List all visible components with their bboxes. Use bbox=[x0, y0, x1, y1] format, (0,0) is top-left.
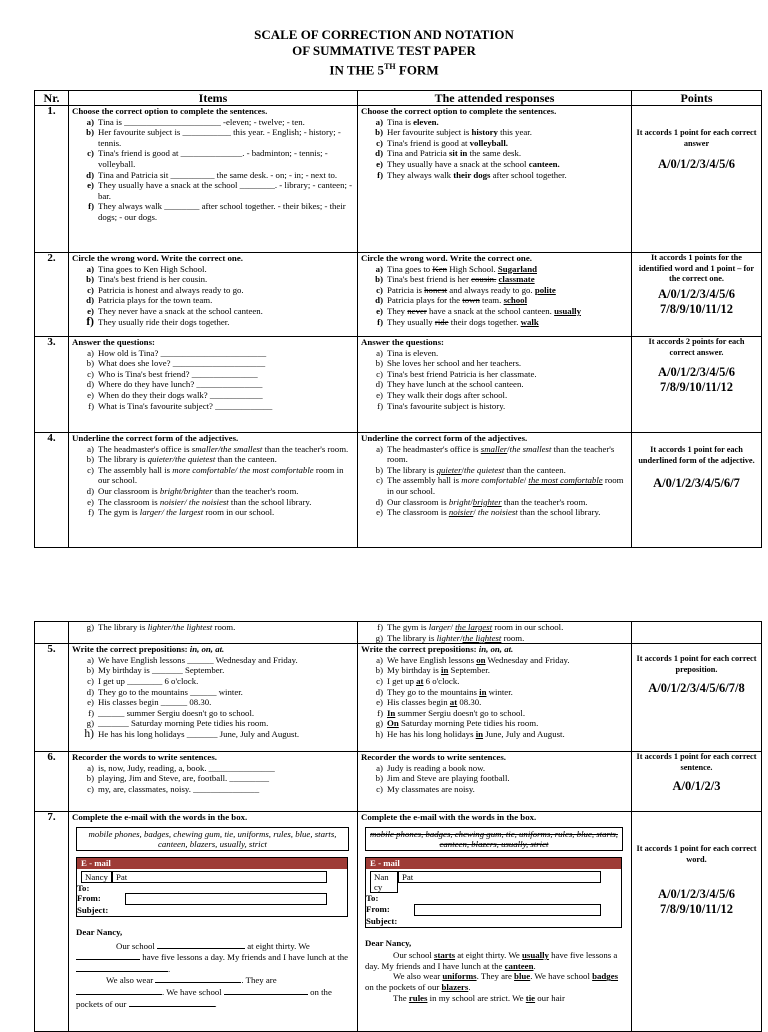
response-item: d) Our classroom is bright/brighter than the teacher's room. bbox=[375, 496, 588, 507]
list-item: c) Patricia is honest and always ready to go. bbox=[87, 284, 244, 295]
task-points bbox=[632, 812, 762, 1032]
email-greeting: Dear Nancy, bbox=[365, 937, 412, 948]
list-item: b) My birthday is _______ September. bbox=[86, 665, 225, 676]
task-items bbox=[69, 433, 358, 548]
task-row-2 bbox=[35, 253, 762, 337]
response-item: b) Her favourite subject is history this year. bbox=[375, 127, 532, 138]
response-item: f) The gym is larger/ the largest room in our school. bbox=[377, 622, 564, 632]
points-rule: It accords 1 point for each underlined form of the adjective. bbox=[638, 445, 755, 465]
list-item: d) Patricia plays for the town team. bbox=[86, 295, 213, 306]
to-name-box: Nancy bbox=[81, 871, 112, 883]
response-instruction: Underline the correct form of the adjectives. bbox=[361, 433, 528, 443]
subject-row: Subject: bbox=[366, 915, 398, 926]
to-name-box: Nan cy bbox=[370, 871, 398, 893]
list-item: b) The library is quieter/the quietest than the canteen. bbox=[86, 454, 277, 465]
task-items bbox=[69, 644, 358, 752]
list-item: e) When do they their dogs walk? ____________ bbox=[87, 389, 263, 400]
points-rule: It accords 1 point for each correct word. bbox=[636, 844, 757, 864]
doc-title-line-3: IN THE 5TH FORM bbox=[329, 62, 439, 78]
task-instruction: Answer the questions: bbox=[72, 337, 155, 347]
list-item: e) They never have a snack at the school canteen. bbox=[87, 305, 263, 316]
score-scale: A/0/1/2/3/4/5/6/7 bbox=[653, 476, 740, 491]
task-items bbox=[69, 106, 358, 253]
response-item: e) The classroom is noisier/ the noisiest than the school library. bbox=[376, 507, 601, 518]
response-item: c) Patricia is honest and always ready to go. polite bbox=[376, 284, 556, 295]
task-responses bbox=[358, 106, 632, 253]
task-items bbox=[69, 337, 358, 433]
task-instruction: Write the correct prepositions: in, on, at. bbox=[72, 644, 225, 655]
from-name-box: Pat bbox=[398, 871, 601, 883]
list-item: d) Where do they have lunch? _______________ bbox=[86, 379, 263, 390]
task-number: 3. bbox=[35, 337, 69, 433]
email-form-response bbox=[365, 857, 622, 928]
list-item: c) Who is Tina's best friend? _______________ bbox=[87, 368, 258, 379]
response-item: a) Tina is eleven. bbox=[375, 116, 439, 127]
list-item: a) How old is Tina? ________________________ bbox=[87, 347, 267, 358]
task-number: 7. bbox=[35, 812, 69, 1032]
task-row-5 bbox=[35, 644, 762, 752]
response-item: c) The assembly hall is more comfortable/ the most comfortable room in our school. bbox=[376, 475, 624, 496]
list-item: g) _______ Saturday morning Pete tidies his room. bbox=[86, 718, 269, 729]
list-item: a) We have English lessons ______ Wednesday and Friday. bbox=[87, 654, 298, 665]
response-item: d) They go to the mountains in winter. bbox=[375, 686, 513, 697]
response-item: b) My birthday is in September. bbox=[375, 665, 490, 676]
from-name-box: Pat bbox=[112, 871, 327, 883]
list-item: c) I get up ________ 6 o'clock. bbox=[87, 675, 199, 686]
task-responses bbox=[358, 812, 632, 1032]
list-item: e) His classes begin ______ 08.30. bbox=[87, 697, 212, 708]
email-header: E - mail bbox=[77, 858, 347, 869]
score-scale: A/0/1/2/3/4/5/6 bbox=[657, 157, 736, 172]
list-item: a) The headmaster's office is smaller/the smallest than the teacher's room. bbox=[87, 443, 349, 454]
header-responses: The attended responses bbox=[358, 91, 632, 106]
points-rule: It accords 1 point for each correct answer bbox=[636, 128, 757, 148]
response-item: c) Tina's best friend Patricia is her classmate. bbox=[376, 368, 537, 379]
email-greeting: Dear Nancy, bbox=[76, 926, 123, 937]
task-number: 1. bbox=[35, 106, 69, 253]
task-number: 2. bbox=[35, 253, 69, 337]
response-item: a) Judy is reading a book now. bbox=[376, 762, 486, 773]
response-item: e) His classes begin at 08.30. bbox=[376, 697, 482, 708]
email-header: E - mail bbox=[366, 858, 621, 869]
response-item: a) Tina is eleven. bbox=[376, 347, 439, 358]
response-item: d) Patricia plays for the town team. school bbox=[375, 295, 528, 306]
header-nr: Nr. bbox=[35, 91, 69, 106]
correction-table-page-2 bbox=[34, 621, 762, 1032]
task-number: 6. bbox=[35, 752, 69, 812]
list-item: d) Our classroom is bright/brighter than the teacher's room. bbox=[86, 485, 299, 496]
task-responses bbox=[358, 752, 632, 812]
list-item: c) The assembly hall is more comfortable/ the most comfortable room in our school. bbox=[87, 464, 344, 486]
list-item: b) Tina's best friend is her cousin. bbox=[86, 274, 208, 285]
score-scale: A/0/1/2/3 bbox=[672, 779, 721, 794]
response-item: a) Tina goes to Ken High School. Sugarland bbox=[375, 263, 537, 274]
response-item: g) On Saturday morning Pete tidies his room. bbox=[375, 718, 539, 729]
list-item: a) is, now, Judy, reading, a, book. _______________ bbox=[87, 762, 275, 773]
header-items: Items bbox=[69, 91, 358, 106]
list-item: h) He has his long holidays _______ June, July and August. bbox=[84, 727, 300, 740]
response-instruction: Answer the questions: bbox=[361, 337, 444, 347]
response-item: a) The headmaster's office is smaller/the smallest than the teacher's room. bbox=[376, 443, 615, 465]
task-points bbox=[632, 752, 762, 812]
response-instruction: Choose the correct option to complete the sentences. bbox=[361, 106, 557, 116]
task-points bbox=[632, 106, 762, 253]
task-instruction: Recorder the words to write sentences. bbox=[72, 752, 217, 763]
response-item: f) Tina's favourite subject is history. bbox=[377, 400, 506, 411]
list-item: f) What is Tina's favourite subject? _____________ bbox=[88, 400, 273, 411]
task-points bbox=[632, 337, 762, 433]
task-number: 4. bbox=[35, 433, 69, 548]
task-items bbox=[69, 622, 358, 644]
response-item: f) They always walk their dogs after school together. bbox=[377, 169, 567, 180]
response-item: e) They usually have a snack at the school canteen. bbox=[376, 158, 560, 169]
response-item: c) I get up at 6 o'clock. bbox=[376, 675, 460, 686]
task-responses bbox=[358, 337, 632, 433]
doc-title-line-1: SCALE OF CORRECTION AND NOTATION bbox=[254, 27, 514, 42]
points-rule: It accords 1 point for each correct sentence. bbox=[636, 752, 757, 772]
task-instruction: Complete the e-mail with the words in the box. bbox=[72, 812, 248, 823]
task-responses bbox=[358, 433, 632, 548]
score-scale: 7/8/9/10/11/12 bbox=[660, 380, 733, 395]
list-item: b) What does she love? _____________________ bbox=[86, 358, 266, 369]
task-row-6 bbox=[35, 752, 762, 812]
score-scale: A/0/1/2/3/4/5/6 bbox=[657, 887, 736, 902]
list-item: a) Tina is ______________________ -eleven; - twelve; - ten. bbox=[86, 116, 305, 127]
list-item: f) The gym is larger/ the largest room in our school. bbox=[88, 507, 275, 518]
task-instruction: Choose the correct option to complete the sentences. bbox=[72, 106, 268, 116]
list-item: f) They usually ride their dogs together. bbox=[86, 315, 230, 328]
list-item: d) Tina and Patricia sit __________ the same desk. - on; - in; - next to. bbox=[86, 169, 338, 180]
task-responses bbox=[358, 644, 632, 752]
response-item: e) They never have a snack at the school canteen. usually bbox=[376, 305, 581, 316]
task-items bbox=[69, 812, 358, 1032]
from-row: To: bbox=[366, 893, 379, 904]
score-scale: A/0/1/2/3/4/5/6/7/8 bbox=[648, 681, 745, 696]
response-item: c) Tina's friend is good at volleyball. bbox=[376, 137, 509, 148]
email-form bbox=[76, 857, 348, 917]
from-row: From: bbox=[77, 893, 347, 905]
response-item: d) Tina and Patricia sit in the same desk. bbox=[375, 148, 522, 159]
response-item: c) My classmates are noisy. bbox=[376, 783, 475, 794]
task-row-4 bbox=[35, 433, 762, 548]
list-item: b) Her favourite subject is ___________ this year. - English; - history; - tennis. bbox=[86, 127, 341, 148]
response-item: d) They have lunch at the school canteen. bbox=[375, 379, 524, 390]
to-row bbox=[366, 883, 621, 894]
response-item: b) She loves her school and her teachers. bbox=[375, 358, 522, 369]
score-scale: 7/8/9/10/11/12 bbox=[660, 902, 733, 917]
from-field bbox=[125, 893, 327, 905]
response-instruction: Complete the e-mail with the words in the box. bbox=[361, 812, 537, 823]
doc-title-line-2: OF SUMMATIVE TEST PAPER bbox=[292, 43, 476, 58]
list-item: e) They usually have a snack at the school ________. - library; - canteen; - bar. bbox=[87, 180, 353, 201]
list-item: a) Tina goes to Ken High School. bbox=[86, 263, 207, 274]
response-item: h) He has his long holidays in June, July and August. bbox=[375, 728, 565, 739]
task-row-4-continued bbox=[35, 622, 762, 644]
list-item: b) playing, Jim and Steve, are, football. _________ bbox=[86, 773, 270, 784]
task-row-7 bbox=[35, 812, 762, 1032]
response-item: f) They usually ride their dogs together. walk bbox=[377, 316, 539, 327]
task-row-3 bbox=[35, 337, 762, 433]
from-field bbox=[414, 904, 601, 916]
response-instruction: Circle the wrong word. Write the correct one. bbox=[361, 253, 532, 263]
list-item: d) They go to the mountains ______ winter. bbox=[86, 686, 243, 697]
task-points-empty bbox=[632, 622, 762, 644]
task-instruction: Circle the wrong word. Write the correct one. bbox=[72, 253, 243, 263]
points-rule: It accords 2 points for each correct answer. bbox=[648, 337, 745, 357]
task-points bbox=[632, 433, 762, 548]
to-row: To: bbox=[77, 882, 90, 893]
correction-table-page-1 bbox=[34, 90, 762, 548]
response-instruction: Write the correct prepositions: in, on, at. bbox=[361, 644, 514, 655]
list-item: c) my, are, classmates, noisy. _______________ bbox=[87, 783, 260, 794]
task-number-empty bbox=[35, 622, 69, 644]
email-body: Our school starts at eight thirty. We usually have five lessons a day. My friends and I have lunch at the canteen. We also wear uniforms. They are blue. We have school badges on the pockets of our blazers. The rules in my school are strict. We tie our hair bbox=[365, 950, 619, 1003]
list-item: f) ______ summer Sergiu doesn't go to school. bbox=[88, 707, 255, 718]
task-points bbox=[632, 644, 762, 752]
header-points: Points bbox=[632, 91, 762, 106]
task-responses bbox=[358, 622, 632, 644]
task-instruction: Underline the correct form of the adjectives. bbox=[72, 433, 239, 443]
email-name-row bbox=[77, 871, 347, 883]
task-items bbox=[69, 253, 358, 337]
points-rule: It accords 1 point for each correct preposition. bbox=[636, 654, 757, 674]
score-scale: A/0/1/2/3/4/5/6 bbox=[657, 286, 736, 301]
list-item: f) They always walk ________ after school together. - their bikes; - their dogs; - our dogs. bbox=[88, 201, 346, 222]
score-scale: A/0/1/2/3/4/5/6 bbox=[657, 365, 736, 380]
response-item: b) Jim and Steve are playing football. bbox=[375, 773, 510, 784]
response-item: e) They walk their dogs after school. bbox=[376, 389, 508, 400]
task-responses bbox=[358, 253, 632, 337]
response-item: f) In summer Sergiu doesn't go to school. bbox=[377, 707, 526, 718]
task-items bbox=[69, 752, 358, 812]
list-item: c) Tina's friend is good at ______________. - badminton; - tennis; - volleyball. bbox=[87, 148, 328, 169]
score-scale: 7/8/9/10/11/12 bbox=[660, 301, 733, 316]
list-item: e) The classroom is noisier/ the noisiest than the school library. bbox=[87, 496, 312, 507]
email-body: Our school at eight thirty. We have five lessons a day. My friends and I have lunch at the . We also wear . They are . We have school on the pockets of our . bbox=[76, 940, 349, 1009]
response-instruction: Recorder the words to write sentences. bbox=[361, 752, 506, 763]
response-item: a) We have English lessons on Wednesday and Friday. bbox=[376, 654, 570, 665]
task-row-1 bbox=[35, 106, 762, 253]
points-rule: It accords 1 points for the identified word and 1 point – for the correct one. bbox=[638, 253, 755, 284]
task-number: 5. bbox=[35, 644, 69, 752]
from-row-2: From: bbox=[366, 904, 621, 916]
word-box: mobile phones, badges, chewing gum, tie, uniforms, rules, blue, starts, canteen, blazers, usually, strict bbox=[76, 827, 349, 851]
response-item: b) Tina's best friend is her cousin. classmate bbox=[375, 274, 535, 285]
list-item: g) The library is lighter/the lightest room. bbox=[86, 622, 236, 632]
word-box-crossed: mobile phones, badges, chewing gum, tie, uniforms, rules, blue, starts, canteen, blazers, usually, strict bbox=[365, 827, 623, 851]
subject-row: Subject: bbox=[77, 905, 109, 916]
response-item: g) The library is lighter/the lightest room. bbox=[375, 632, 525, 643]
task-points bbox=[632, 253, 762, 337]
response-item: b) The library is quieter/the quietest than the canteen. bbox=[375, 464, 566, 475]
